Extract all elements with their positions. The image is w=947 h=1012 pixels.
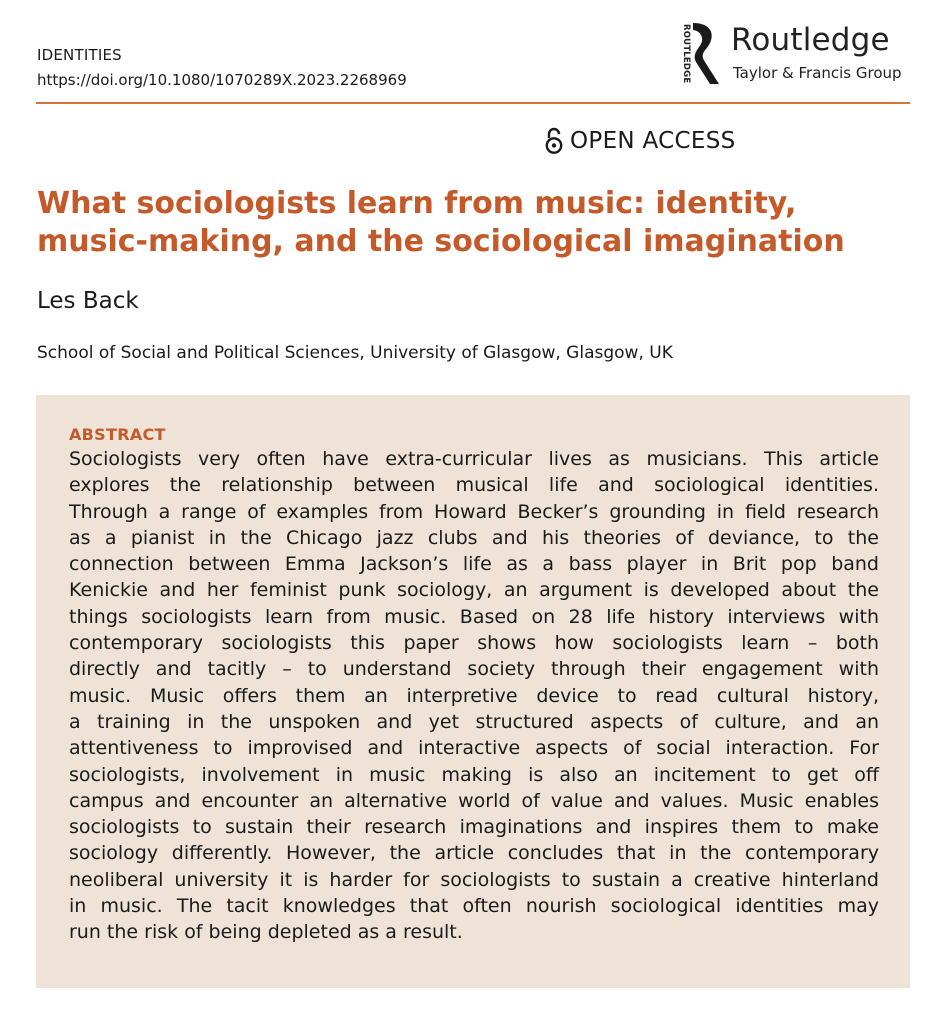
open-access-badge (544, 126, 736, 156)
abstract-line: campus and encounter an alternative world of value and values. Music enables (69, 789, 879, 812)
abstract-line: music. Music offers them an interpretive device to read cultural history, (69, 684, 879, 707)
publisher-group: Taylor & Francis Group (733, 64, 902, 82)
abstract-line: as a pianist in the Chicago jazz clubs and his theories of deviance, to the (69, 526, 879, 549)
abstract-line: explores the relationship between musical life and sociological identities. (69, 474, 879, 497)
abstract-line: sociologists to sustain their research imaginations and inspires them to make (69, 816, 879, 839)
header-divider (36, 102, 910, 104)
abstract-line: sociology differently. However, the article concludes that in the contemporary (69, 842, 879, 865)
open-access-icon (544, 127, 564, 155)
abstract-line: a training in the unspoken and yet structured aspects of culture, and an (69, 710, 879, 733)
article-title-line: music-making, and the sociological imagination (37, 224, 845, 259)
abstract-line: neoliberal university it is harder for sociologists to sustain a creative hinterland (69, 868, 879, 891)
author-name[interactable]: Les Back (37, 288, 139, 314)
journal-name: IDENTITIES (37, 46, 122, 64)
abstract-line: in music. The tacit knowledges that often nourish sociological identities may (69, 895, 879, 918)
publisher-logo (675, 20, 915, 90)
author-affiliation: School of Social and Political Sciences, University of Glasgow, Glasgow, UK (37, 343, 673, 363)
abstract-heading: ABSTRACT (69, 425, 166, 444)
publisher-logo-text: ROUTLEDGE (681, 24, 691, 84)
abstract-line: Kenickie and her feminist punk sociology, an argument is developed about the (69, 579, 879, 602)
abstract-line: contemporary sociologists this paper shows how sociologists learn – both (69, 632, 879, 655)
doi-link[interactable]: https://doi.org/10.1080/1070289X.2023.2268969 (37, 71, 407, 89)
routledge-logo-icon (675, 22, 723, 88)
abstract-line: Through a range of examples from Howard Becker’s grounding in field research (69, 500, 879, 523)
abstract-line: run the risk of being depleted as a result. (69, 921, 463, 944)
publisher-name: Routledge (731, 22, 890, 58)
abstract-line: Sociologists very often have extra-curricular lives as musicians. This article (69, 448, 879, 470)
abstract-line: sociologists, involvement in music making is also an incitement to get off (69, 763, 879, 786)
abstract-line: things sociologists learn from music. Based on 28 life history interviews with (69, 605, 879, 628)
abstract-panel (36, 395, 910, 988)
article-title-line: What sociologists learn from music: identity, (37, 186, 797, 221)
article-title (37, 185, 917, 261)
abstract-line: directly and tacitly – to understand society through their engagement with (69, 658, 879, 681)
abstract-line: attentiveness to improvised and interactive aspects of social interaction. For (69, 737, 879, 760)
abstract-body (69, 446, 879, 946)
open-access-label: OPEN ACCESS (570, 128, 736, 154)
abstract-line: connection between Emma Jackson’s life as a bass player in Brit pop band (69, 553, 879, 576)
